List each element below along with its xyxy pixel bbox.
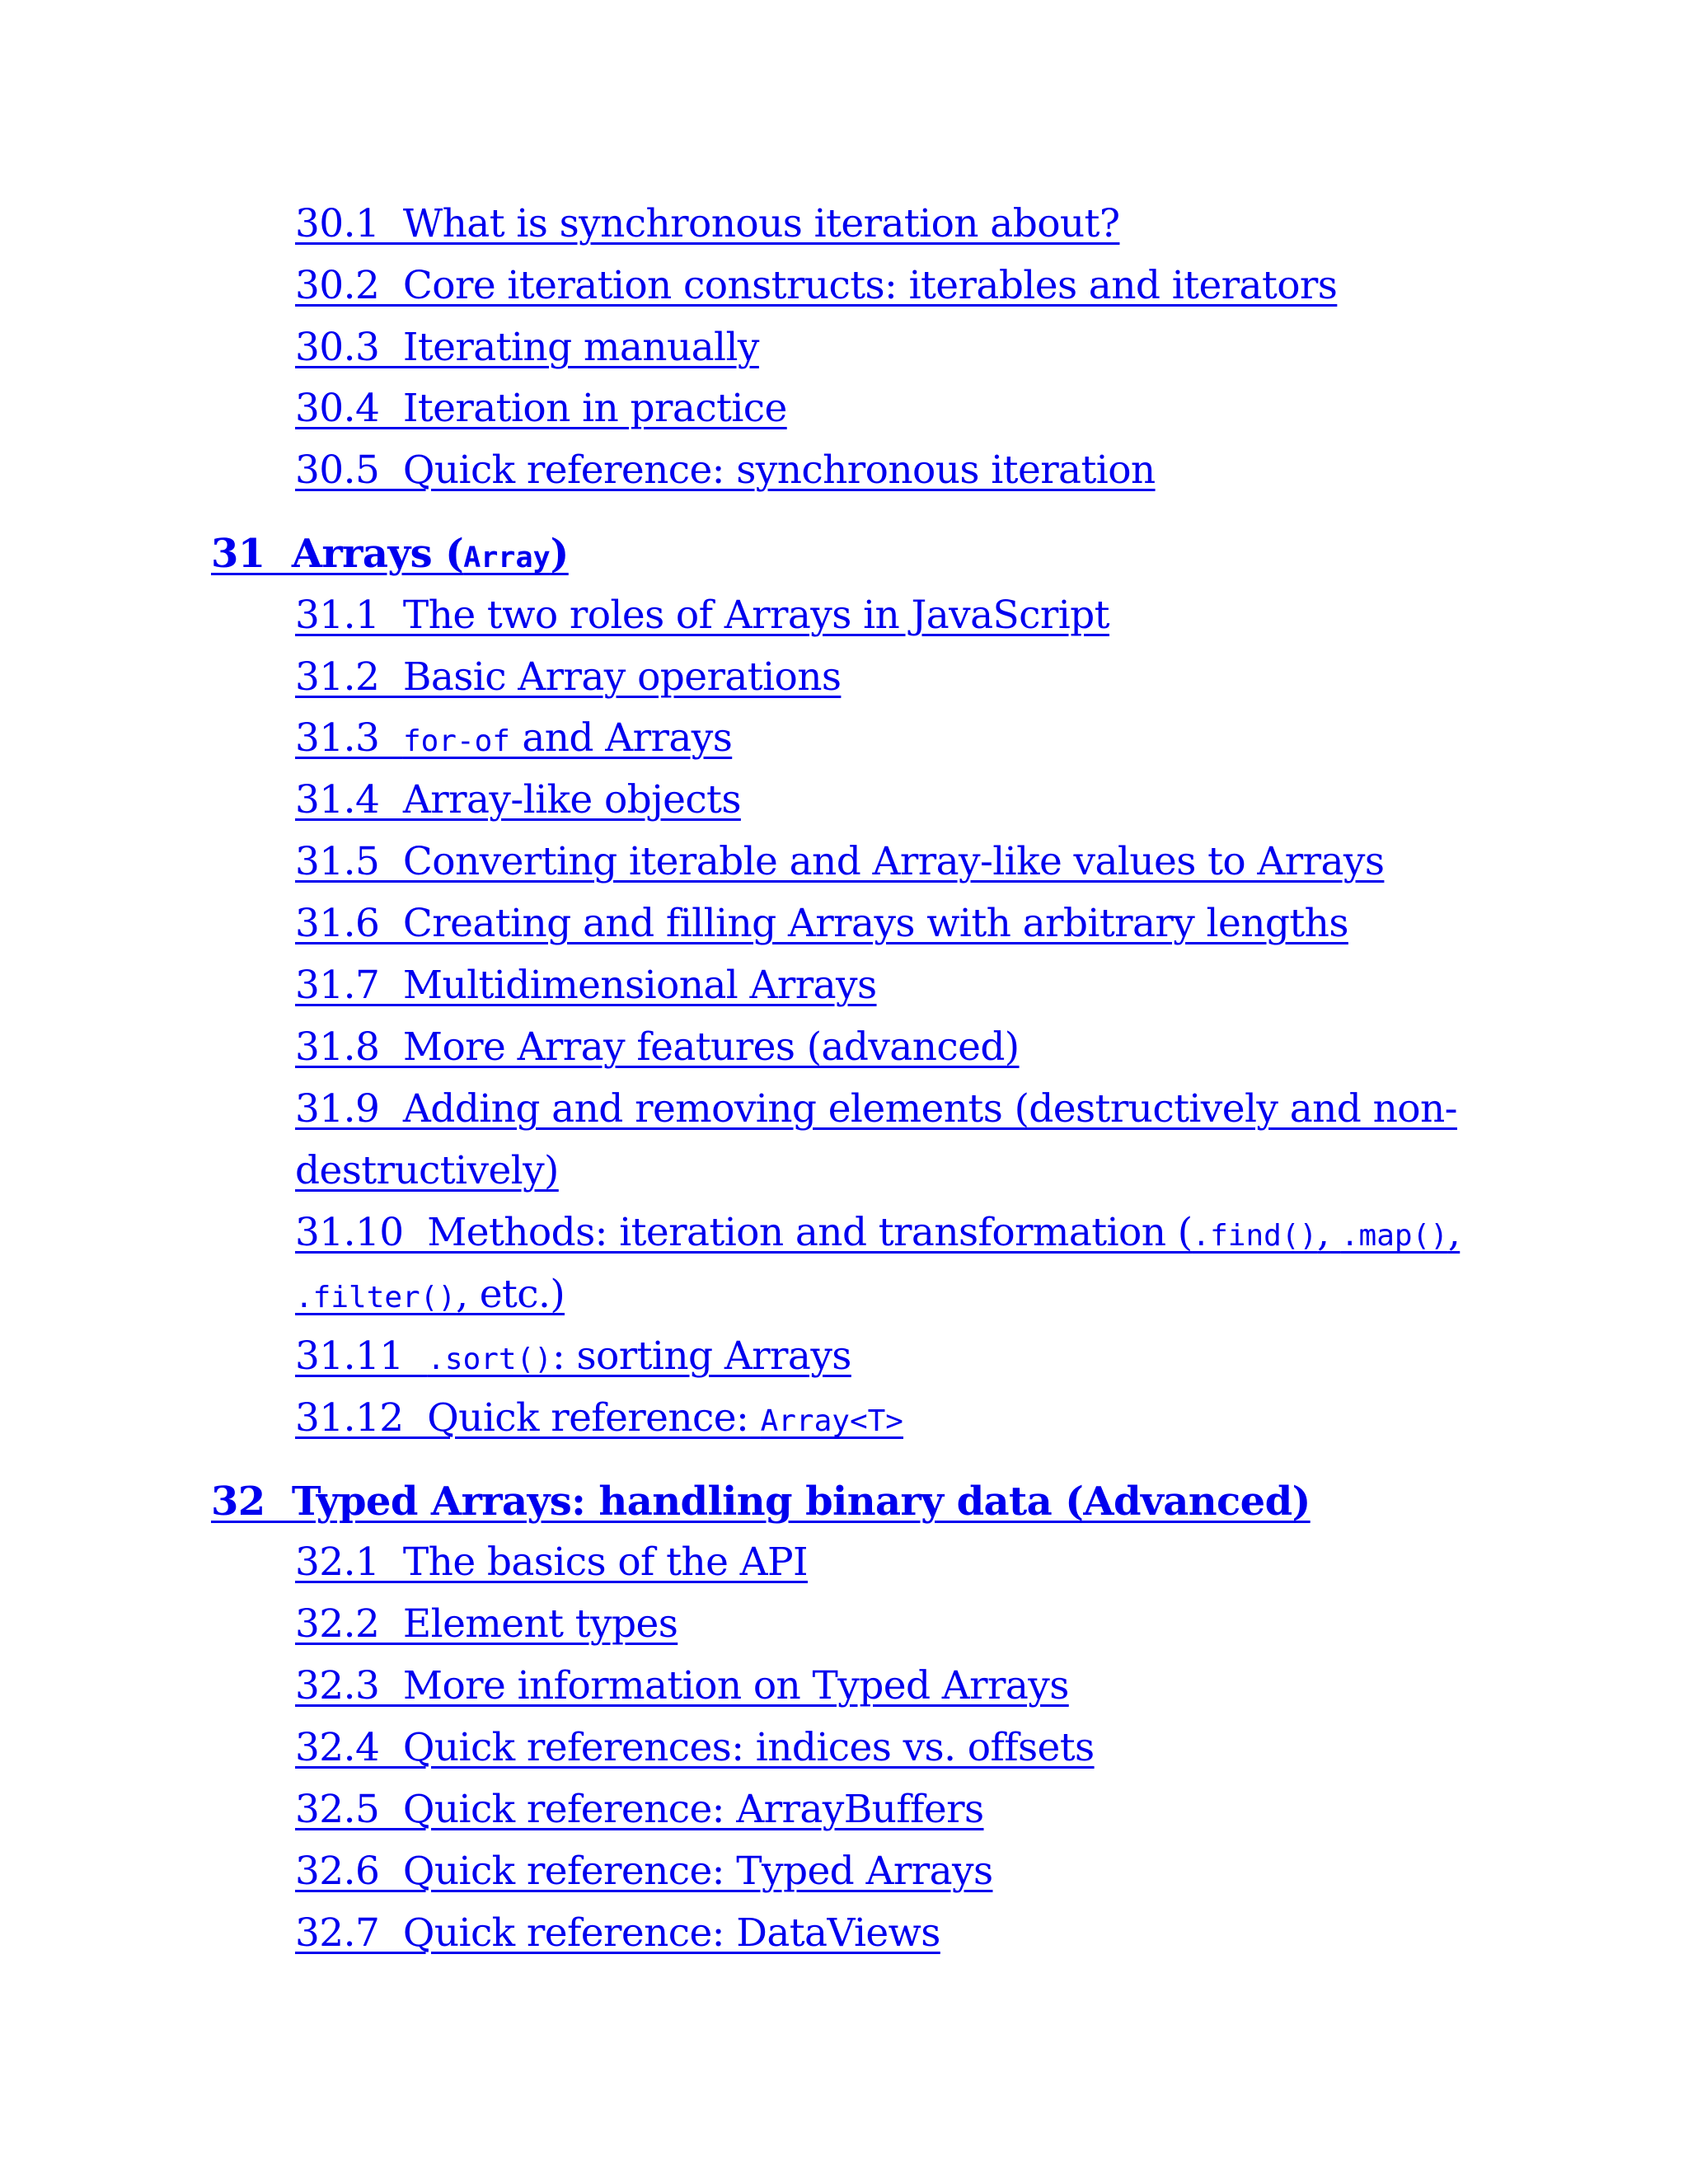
toc-link-32-6[interactable]: 32.6 Quick reference: Typed Arrays (295, 1849, 993, 1894)
toc-link-31-9-line-2[interactable]: destructively) (295, 1148, 559, 1193)
toc-link-31-11-prefix: 31.11 (295, 1333, 428, 1379)
toc-link-31-11-code: .sort() (427, 1343, 552, 1376)
chapter-31-title-code: Array (463, 541, 551, 574)
toc-link-31-5[interactable]: 31.5 Converting iterable and Array-like values to Arrays (295, 839, 1385, 884)
toc-link-32-3[interactable]: 32.3 More information on Typed Arrays (295, 1663, 1069, 1708)
toc-link-30-5[interactable]: 30.5 Quick reference: synchronous iteration (295, 448, 1156, 493)
toc-link-31-10-code-map: .map() (1340, 1219, 1448, 1253)
toc-link-31-6[interactable]: 31.6 Creating and filling Arrays with arbitrary lengths (295, 901, 1348, 946)
toc-link-31-10-line-2[interactable] (295, 1272, 565, 1317)
chapter-31-title-prefix: 31 Arrays ( (211, 531, 464, 577)
toc-link-31-3-suffix: and Arrays (509, 715, 733, 761)
toc-link-31-3-code: for-of (402, 724, 510, 758)
toc-link-31-10-line-1[interactable] (295, 1210, 1460, 1255)
toc-link-31-8[interactable]: 31.8 More Array features (advanced) (295, 1024, 1020, 1070)
toc-link-31-12-code: Array<T> (760, 1404, 903, 1438)
toc-link-31-7[interactable]: 31.7 Multidimensional Arrays (295, 963, 877, 1008)
toc-link-30-3[interactable]: 30.3 Iterating manually (295, 325, 759, 370)
toc-link-31-9-line-1[interactable]: 31.9 Adding and removing elements (destructively and non- (295, 1086, 1457, 1132)
toc-link-31-3[interactable] (295, 715, 732, 761)
toc-link-31-11-suffix: : sorting Arrays (551, 1333, 851, 1379)
toc-link-31-10-suffix: , etc.) (456, 1272, 565, 1317)
toc-link-31-2[interactable]: 31.2 Basic Array operations (295, 654, 842, 700)
toc-chapter-32[interactable]: 32 Typed Arrays: handling binary data (Advanced) (211, 1479, 1311, 1525)
toc-link-31-1[interactable]: 31.1 The two roles of Arrays in JavaScript (295, 593, 1109, 638)
toc-link-32-1[interactable]: 32.1 The basics of the API (295, 1540, 809, 1585)
toc-link-31-10-prefix: 31.10 Methods: iteration and transformation ( (295, 1210, 1193, 1255)
toc-link-31-10-sep-2: , (1447, 1210, 1461, 1255)
toc-link-30-1[interactable]: 30.1 What is synchronous iteration about? (295, 201, 1120, 246)
toc-link-31-10-code-find: .find() (1192, 1219, 1318, 1253)
toc-link-32-2[interactable]: 32.2 Element types (295, 1601, 678, 1647)
toc-link-31-11[interactable] (295, 1333, 851, 1379)
toc-link-31-10-code-filter: .filter() (295, 1281, 457, 1315)
toc-link-31-10-sep-1: , (1317, 1210, 1341, 1255)
toc-link-30-2[interactable]: 30.2 Core iteration constructs: iterables and iterators (295, 263, 1338, 308)
toc-link-32-4[interactable]: 32.4 Quick references: indices vs. offsets (295, 1725, 1095, 1770)
toc-link-31-4[interactable]: 31.4 Array-like objects (295, 777, 741, 823)
toc-link-31-3-prefix: 31.3 (295, 715, 403, 761)
toc-link-31-12-prefix: 31.12 Quick reference: (295, 1395, 761, 1441)
toc-chapter-31[interactable] (211, 531, 569, 577)
toc-link-32-5[interactable]: 32.5 Quick reference: ArrayBuffers (295, 1787, 984, 1832)
toc-link-32-7[interactable]: 32.7 Quick reference: DataViews (295, 1910, 940, 1956)
chapter-31-title-suffix: ) (550, 531, 569, 577)
toc-link-30-4[interactable]: 30.4 Iteration in practice (295, 386, 787, 431)
toc-link-31-12[interactable] (295, 1395, 903, 1441)
